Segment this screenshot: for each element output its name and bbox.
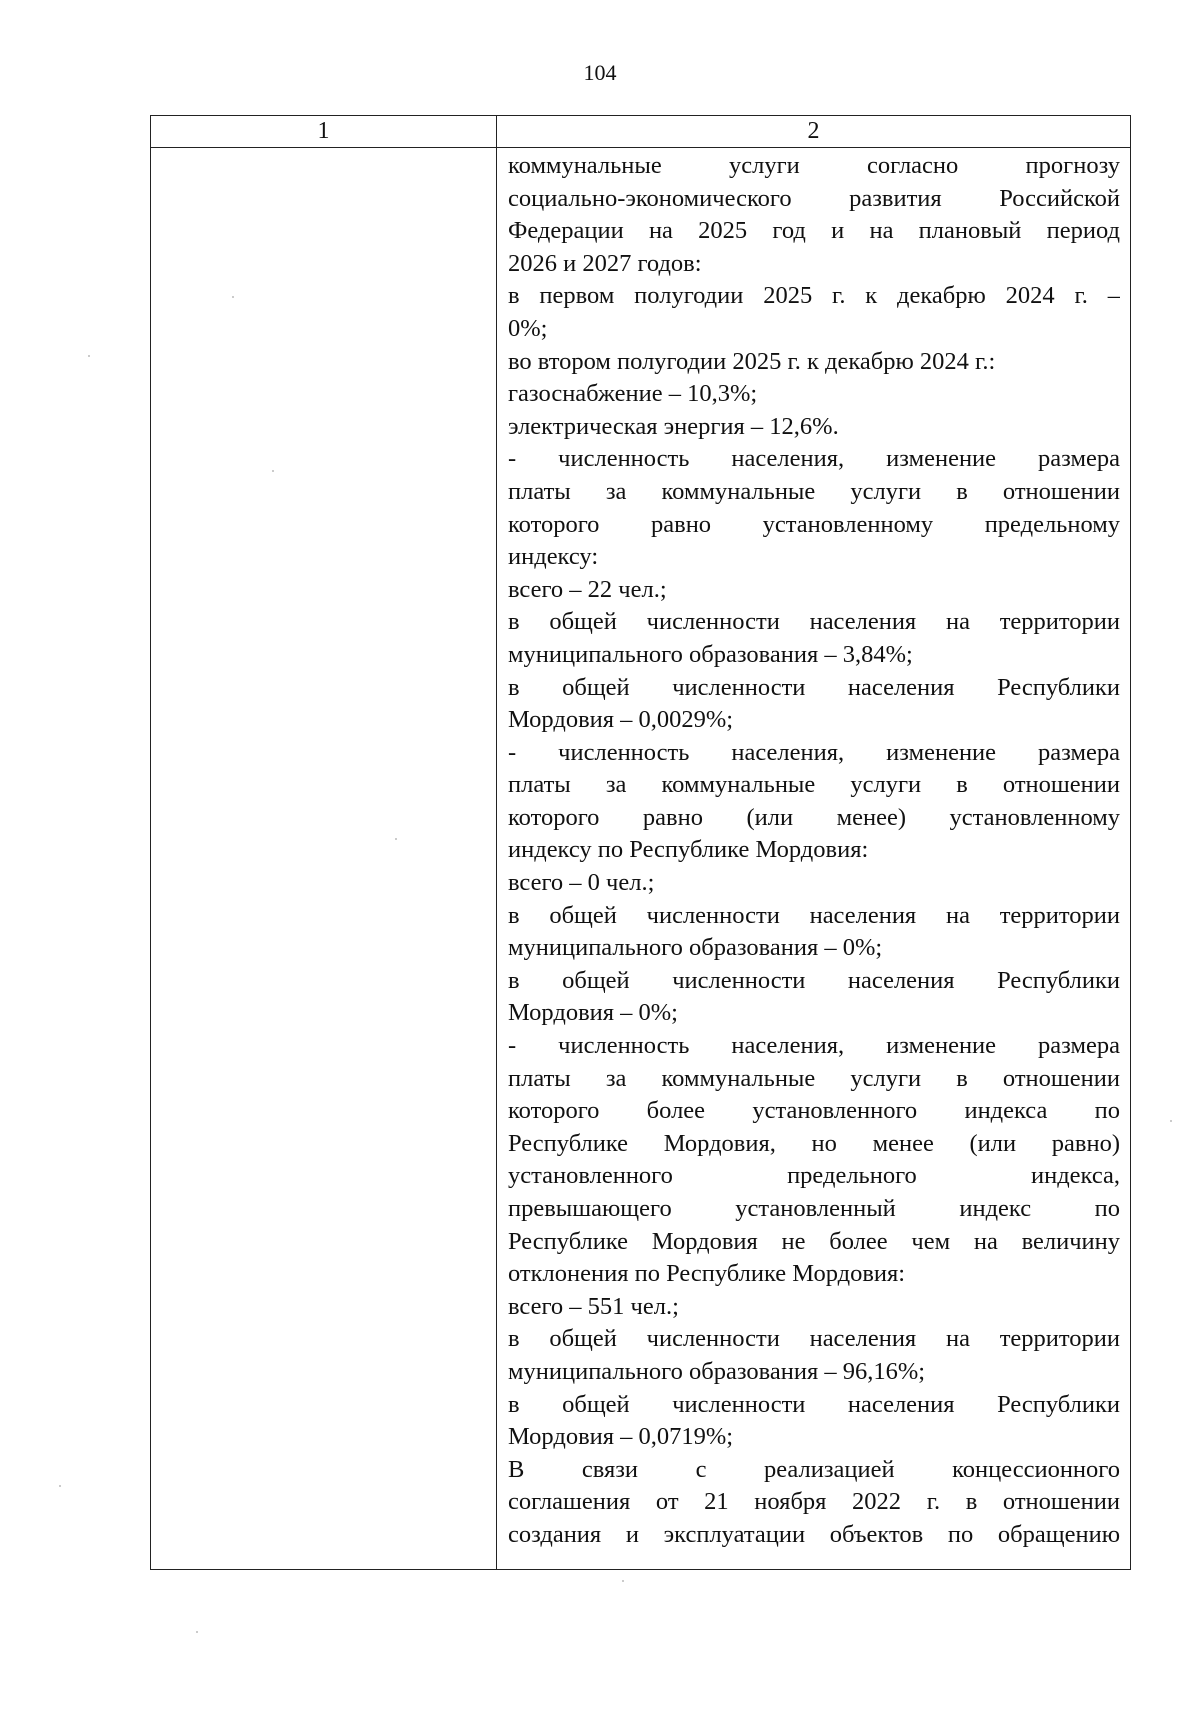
text-line: в общей численности населения Республики <box>508 673 1120 701</box>
text-line: во втором полугодии 2025 г. к декабрю 2024 г.: <box>508 347 996 375</box>
text-line: в общей численности населения на территории <box>508 1325 1120 1353</box>
text-line: муниципального образования – 0%; <box>508 934 883 962</box>
scan-speck <box>88 355 90 357</box>
text-line: всего – 551 чел.; <box>508 1292 679 1320</box>
cell-text-block <box>497 148 1130 1552</box>
text-line: 2026 и 2027 годов: <box>508 249 702 277</box>
text-line: - численность населения, изменение размера <box>508 445 1120 473</box>
scan-speck <box>1170 1120 1172 1122</box>
text-line: которого равно (или менее) установленному <box>508 803 1120 831</box>
text-line: которого равно установленному предельному <box>508 510 1120 538</box>
scan-speck <box>622 1580 624 1582</box>
document-table <box>150 115 1131 1570</box>
table-cell-col2 <box>497 148 1131 1570</box>
scan-speck <box>232 296 234 298</box>
text-line: в общей численности населения Республики <box>508 966 1120 994</box>
text-line: в первом полугодии 2025 г. к декабрю 2024 г. – <box>508 282 1120 310</box>
text-line: которого более установленного индекса по <box>508 1097 1120 1125</box>
scan-speck <box>395 838 397 840</box>
text-line: электрическая энергия – 12,6%. <box>508 412 839 440</box>
column-header-2: 2 <box>497 116 1131 148</box>
table-row <box>151 148 1131 1570</box>
text-line: социально-экономического развития Российской <box>508 184 1120 212</box>
table-cell-col1 <box>151 148 497 1570</box>
text-line: соглашения от 21 ноября 2022 г. в отношении <box>508 1488 1120 1516</box>
text-line: в общей численности населения Республики <box>508 1390 1120 1418</box>
text-line: всего – 22 чел.; <box>508 575 667 603</box>
text-line: Республике Мордовия не более чем на величину <box>508 1227 1120 1255</box>
text-line: - численность населения, изменение размера <box>508 1032 1120 1060</box>
text-line: платы за коммунальные услуги в отношении <box>508 1064 1120 1092</box>
scan-speck <box>272 470 274 472</box>
table-header-row <box>151 116 1131 148</box>
text-line: Республике Мордовия, но менее (или равно) <box>508 1129 1120 1157</box>
text-line: Мордовия – 0,0029%; <box>508 706 734 734</box>
scan-speck <box>59 1485 61 1487</box>
text-line: В связи с реализацией концессионного <box>508 1455 1120 1483</box>
text-line: муниципального образования – 3,84%; <box>508 640 913 668</box>
text-line: создания и эксплуатации объектов по обращению <box>508 1520 1120 1548</box>
text-line: в общей численности населения на территории <box>508 608 1120 636</box>
text-line: Федерации на 2025 год и на плановый период <box>508 217 1120 245</box>
text-line: платы за коммунальные услуги в отношении <box>508 477 1120 505</box>
text-line: превышающего установленный индекс по <box>508 1195 1120 1222</box>
scan-speck <box>196 1631 198 1633</box>
text-line: коммунальные услуги согласно прогнозу <box>508 152 1120 179</box>
text-line: муниципального образования – 96,16%; <box>508 1357 926 1385</box>
text-line: газоснабжение – 10,3%; <box>508 380 758 408</box>
text-line: платы за коммунальные услуги в отношении <box>508 771 1120 799</box>
text-line: установленного предельного индекса, <box>508 1162 1120 1190</box>
text-line: всего – 0 чел.; <box>508 869 655 897</box>
text-line: - численность населения, изменение размера <box>508 738 1120 766</box>
column-header-1: 1 <box>151 116 497 148</box>
text-line: Мордовия – 0%; <box>508 999 678 1027</box>
text-line: отклонения по Республике Мордовия: <box>508 1260 906 1288</box>
text-line: индексу: <box>508 543 599 571</box>
page-number: 104 <box>583 60 617 85</box>
text-line: в общей численности населения на территории <box>508 901 1120 929</box>
text-line: индексу по Республике Мордовия: <box>508 836 869 864</box>
text-line: Мордовия – 0,0719%; <box>508 1423 734 1451</box>
text-line: 0%; <box>508 314 548 342</box>
